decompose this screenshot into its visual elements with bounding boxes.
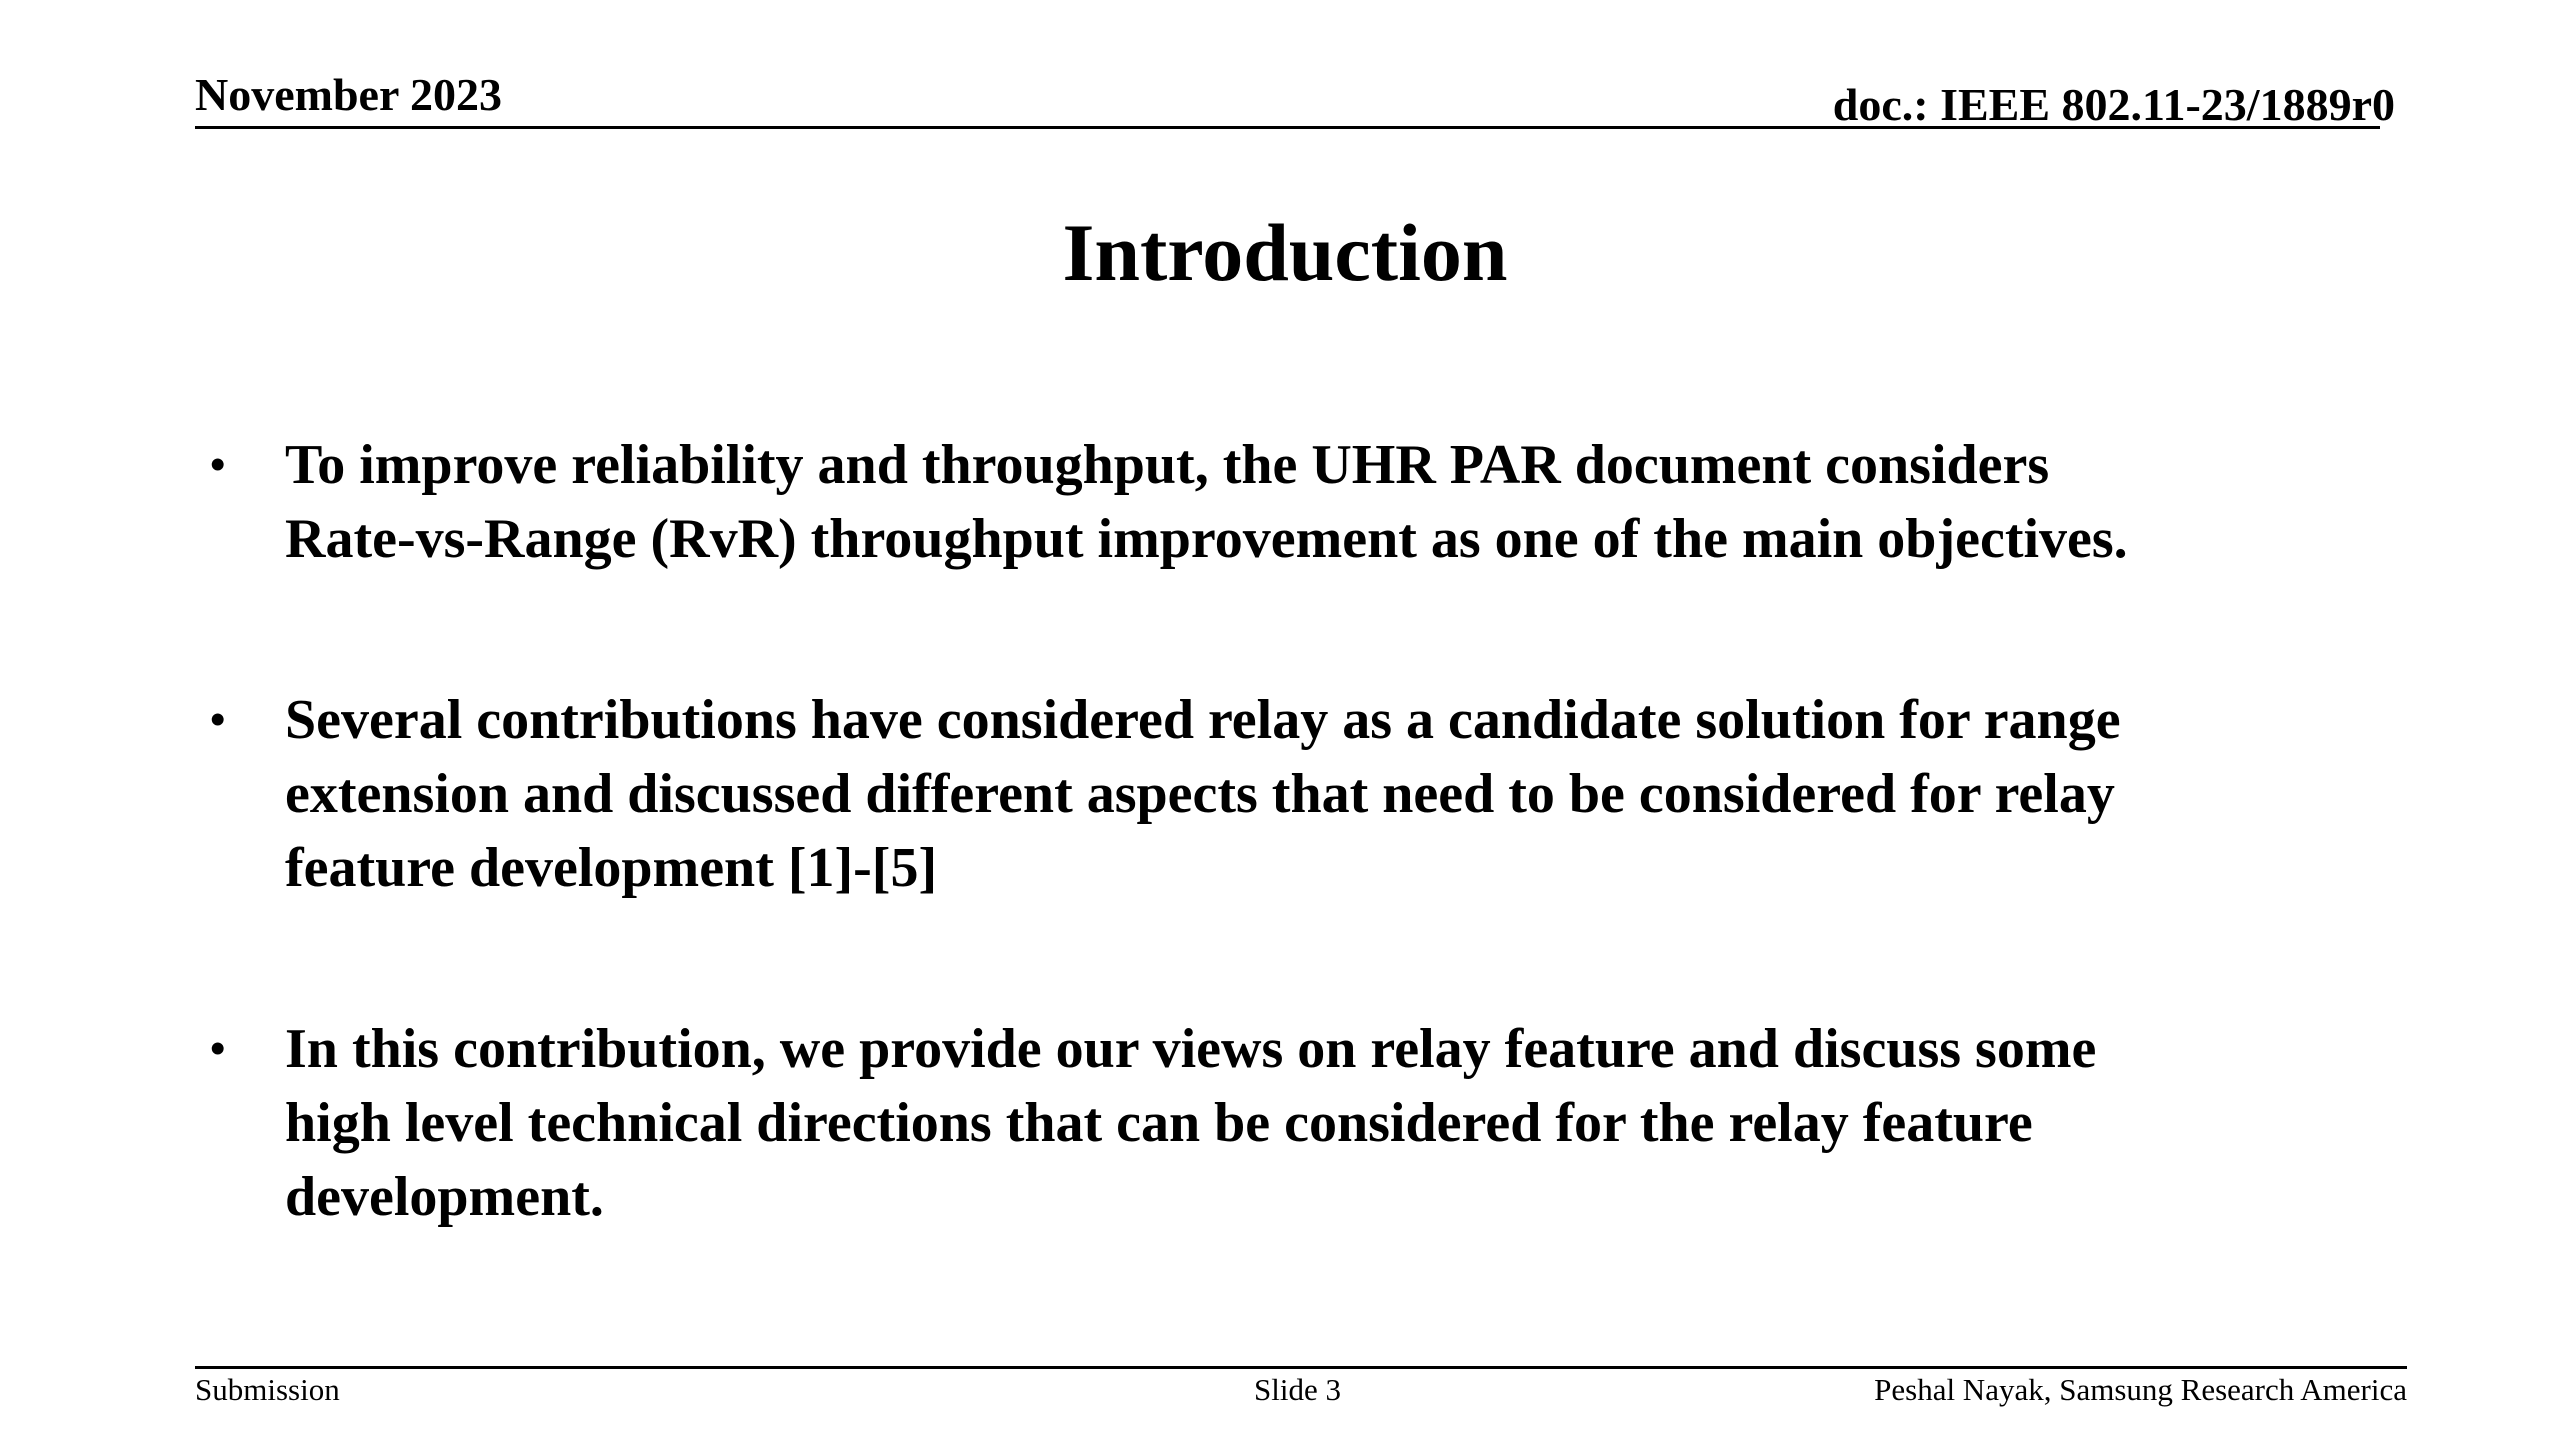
bullet-line: high level technical directions that can be considered for the relay feature <box>285 1092 2033 1154</box>
bullet-line: In this contribution, we provide our views on relay feature and discuss some <box>285 1018 2097 1080</box>
bullet-line: Several contributions have considered relay as a candidate solution for range <box>285 689 2121 751</box>
bullet-item-3 <box>205 1012 2435 1234</box>
bullet-line: feature development [1]-[5] <box>285 837 938 899</box>
bullet-line: development. <box>285 1166 604 1228</box>
header-date: November 2023 <box>195 69 503 120</box>
header-divider <box>195 126 2380 129</box>
bullet-dot-icon: • <box>210 695 226 744</box>
bullet-line: Rate-vs-Range (RvR) throughput improvement as one of the main objectives. <box>285 508 2128 570</box>
bullet-dot-icon: • <box>210 1024 226 1073</box>
bullet-list <box>205 428 2435 1234</box>
footer-divider <box>195 1366 2407 1369</box>
bullet-line: extension and discussed different aspects that need to be considered for relay <box>285 763 2115 825</box>
slide-title: Introduction <box>1062 207 1508 298</box>
bullet-item-2 <box>205 683 2435 905</box>
bullet-item-1 <box>205 428 2435 576</box>
bullet-line: To improve reliability and throughput, the UHR PAR document considers <box>285 434 2050 496</box>
footer-author: Peshal Nayak, Samsung Research America <box>1874 1372 2407 1407</box>
footer-submission: Submission <box>195 1372 340 1407</box>
bullet-dot-icon: • <box>210 440 226 489</box>
footer-slide-number: Slide 3 <box>1254 1372 1341 1407</box>
header-doc-id: doc.: IEEE 802.11-23/1889r0 <box>1832 79 2395 130</box>
